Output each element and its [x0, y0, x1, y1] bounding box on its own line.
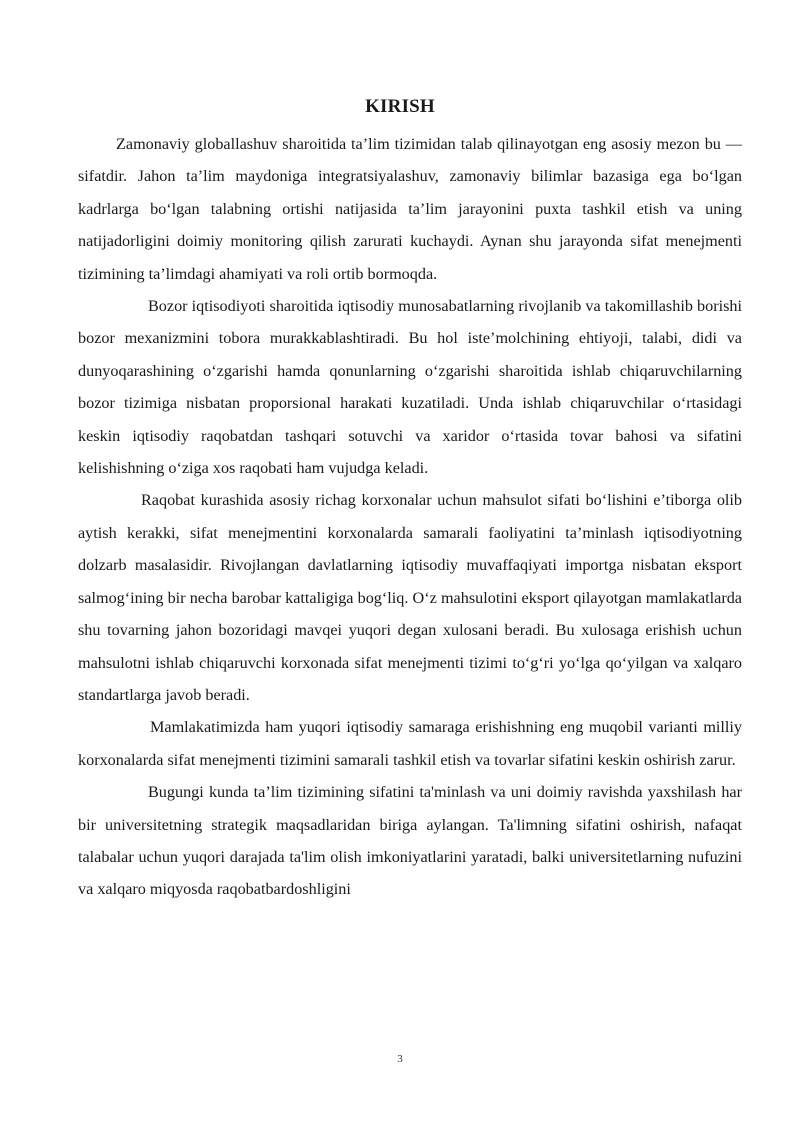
- page-title: KIRISH: [365, 96, 435, 117]
- paragraph-2: Bozor iqtisodiyoti sharoitida iqtisodiy munosabatlarning rivojlanib va takomillashib borishi bozor mexanizmini tobora murakkablashtiradi. Bu hol iste’molchining ehtiyoji, talabi, didi va dunyoqarashining o‘zgarishi hamda qonunlarning o‘zgarishi sharoitida ishlab chiqaruvchilarning bozor tizimiga nisbatan proporsional harakati kuzatiladi. Unda ishlab chiqaruvchilar o‘rtasidagi keskin iqtisodiy raqobatdan tashqari sotuvchi va xaridor o‘rtasida tovar bahosi va sifatini kelishishning o‘ziga xos raqobati ham vujudga keladi.: [78, 297, 742, 478]
- paragraph-4: Mamlakatimizda ham yuqori iqtisodiy samaraga erishishning eng muqobil varianti milliy korxonalarda sifat menejmenti tizimini samarali tashkil etish va tovarlar sifatini keskin oshirish zarur.: [78, 718, 742, 769]
- paragraph-3: Raqobat kurashida asosiy richag korxonalar uchun mahsulot sifati bo‘lishini e’tiborga olib aytish kerakki, sifat menejmentini korxonalarda samarali faoliyatini ta’minlash iqtisodiyotning dolzarb masalasidir. Rivojlangan davlatlarning iqtisodiy muvaffaqiyati importga nisbatan eksport salmog‘ining bir necha barobar kattaligiga bog‘liq. O‘z mahsulotini eksport qilayotgan mamlakatlarda shu tovarning jahon bozoridagi mavqei yuqori degan xulosani beradi. Bu xulosaga erishish uchun mahsulotni ishlab chiqaruvchi korxonada sifat menejmenti tizimi to‘g‘ri yo‘lga qo‘yilgan va xalqaro standartlarga javob beradi.: [78, 491, 742, 704]
- body-text: [78, 128, 742, 906]
- paragraph-1: Zamonaviy globallashuv sharoitida ta’lim tizimidan talab qilinayotgan eng asosiy mezon bu — sifatdir. Jahon ta’lim maydoniga integratsiyalashuv, zamonaviy bilimlar bazasiga ega bo‘lgan kadrlarga bo‘lgan talabning ortishi natijasida ta’lim jarayonini puxta tashkil etish va uning natijadorligini doimiy monitoring qilish zarurati kuchaydi. Aynan shu jarayonda sifat menejmenti tizimining ta’limdagi ahamiyati va roli ortib bormoqda.: [78, 135, 742, 283]
- page-number: 3: [397, 1053, 403, 1065]
- paragraph-5: Bugungi kunda ta’lim tizimining sifatini ta'minlash va uni doimiy ravishda yaxshilash har bir universitetning strategik maqsadlaridan biriga aylangan. Ta'limning sifatini oshirish, nafaqat talabalar uchun yuqori darajada ta'lim olish imkoniyatlarini yaratadi, balki universitetlarning nufuzini va xalqaro miqyosda raqobatbardoshligini: [78, 783, 742, 899]
